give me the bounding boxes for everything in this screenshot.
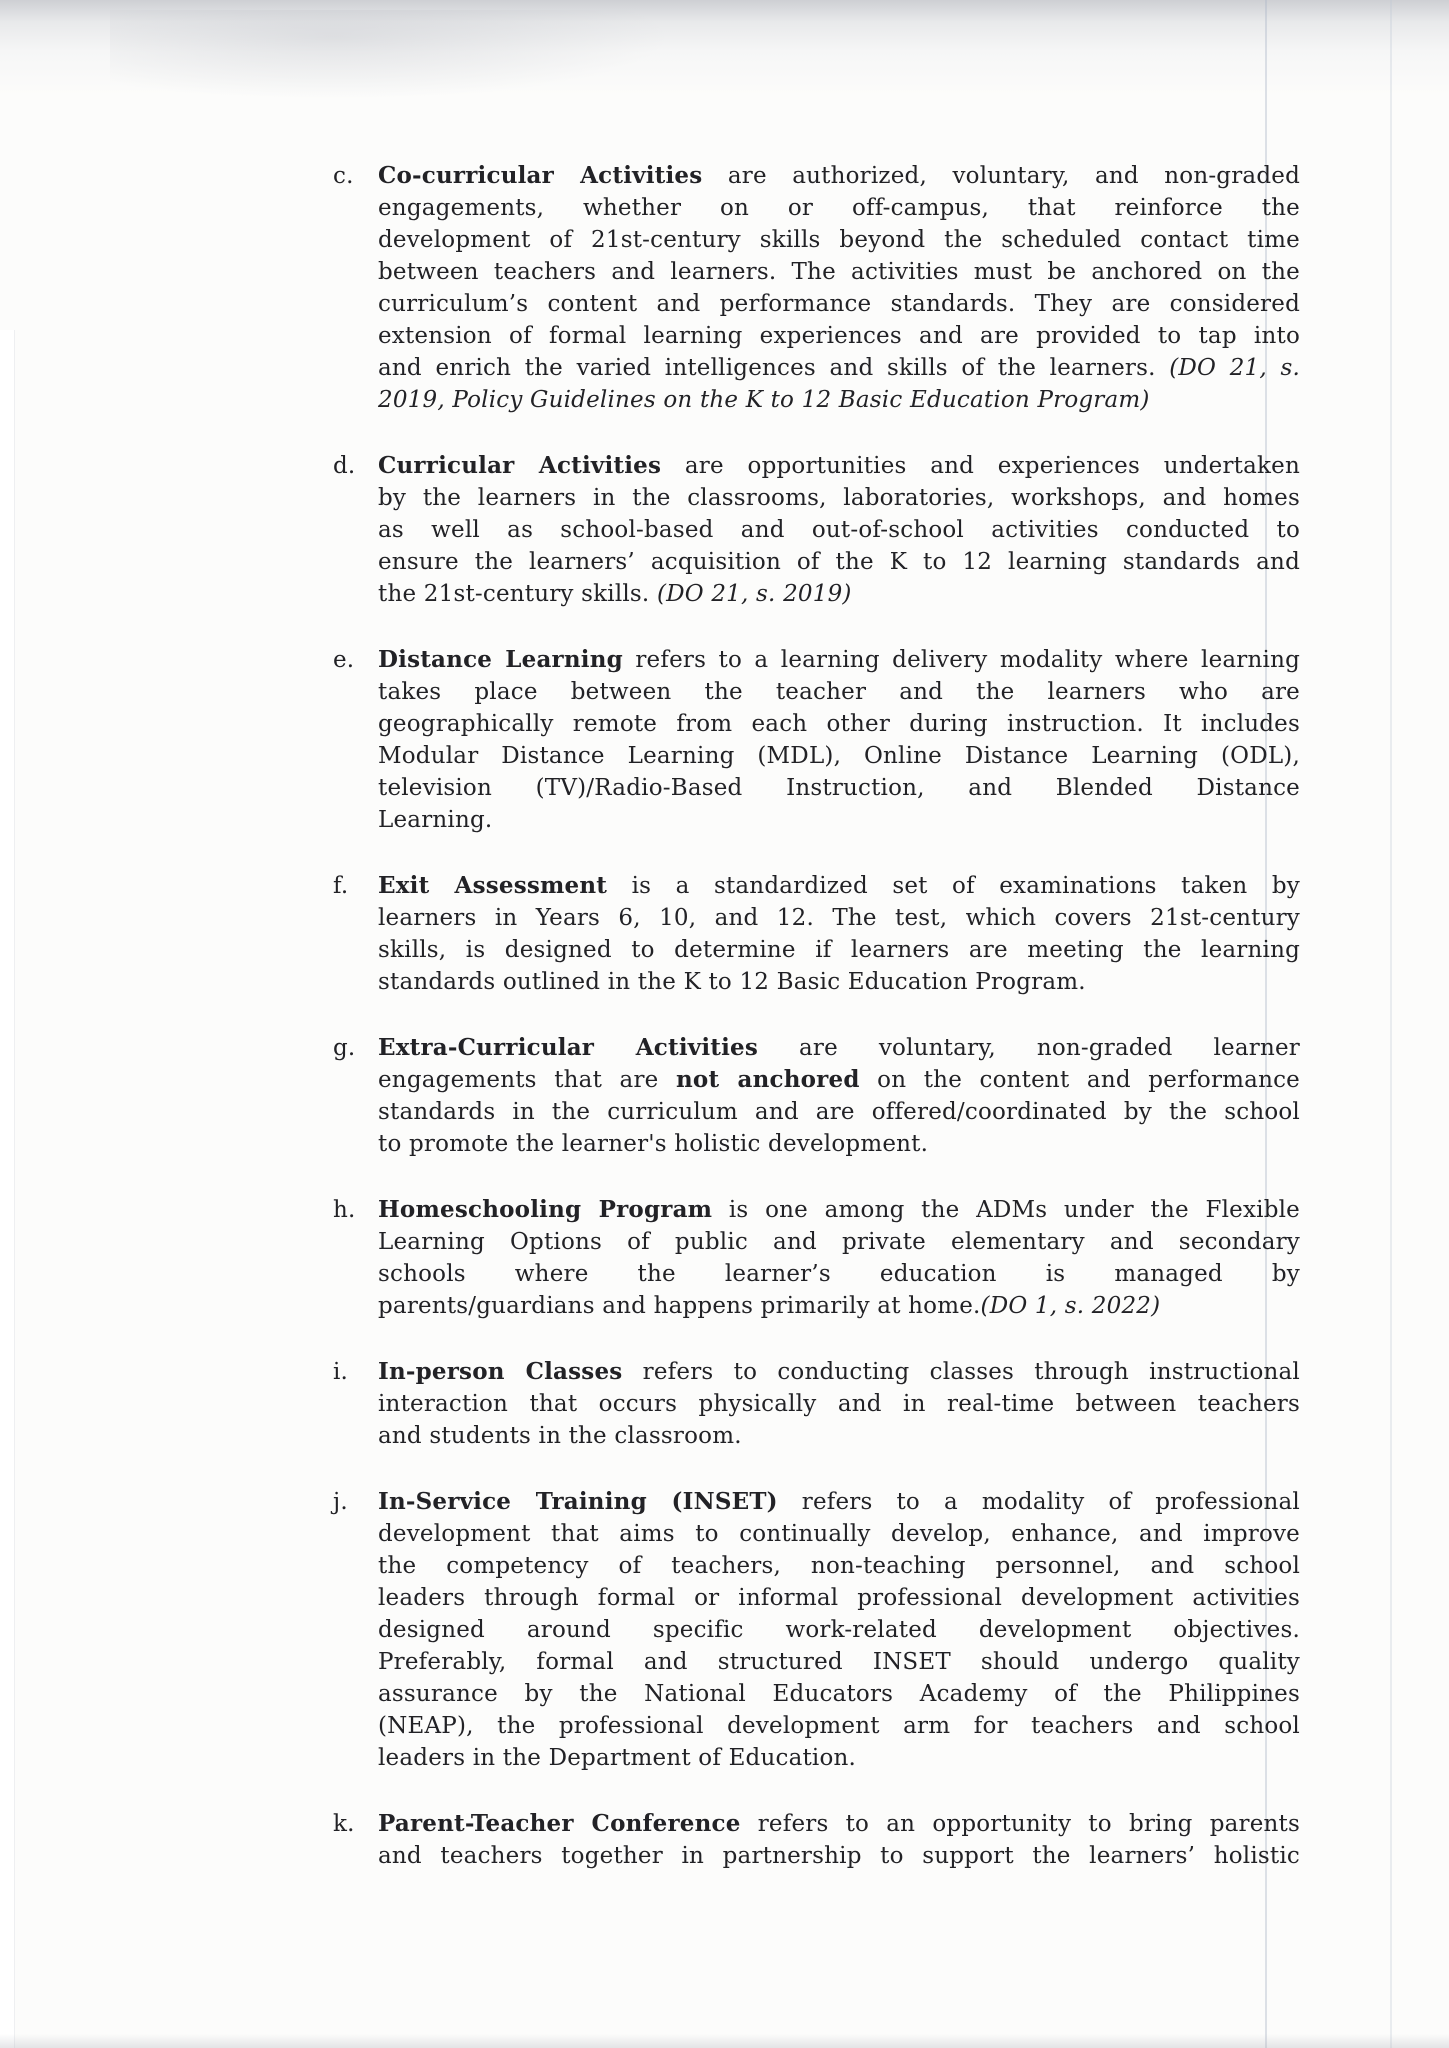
text-line	[378, 352, 1300, 384]
body-text: and enrich the varied intelligences and skills of the learners.	[378, 355, 1170, 381]
body-text: as well as school-based and out-of-school activities conducted to	[378, 517, 1300, 543]
item-text	[378, 1356, 1300, 1452]
text-line	[378, 192, 1300, 224]
text-line	[378, 224, 1300, 256]
definition-item	[333, 450, 1300, 610]
text-line	[378, 870, 1300, 902]
item-text	[378, 1808, 1300, 1872]
body-text: the 21st-century skills.	[378, 581, 657, 607]
item-letter: d.	[333, 453, 356, 479]
body-text: Learning Options of public and private elementary and secondary	[378, 1229, 1300, 1255]
text-line	[378, 1064, 1300, 1096]
body-text: standards outlined in the K to 12 Basic Education Program.	[378, 969, 1086, 995]
text-line	[378, 256, 1300, 288]
item-letter: k.	[333, 1811, 355, 1837]
term-bold: Parent-Teacher Conference	[378, 1810, 741, 1837]
item-letter: e.	[333, 647, 355, 673]
body-text: curriculum’s content and performance standards. They are considered	[378, 291, 1300, 317]
citation-italic: 2019, Policy Guidelines on the K to 12 Basic Education Program)	[378, 387, 1150, 413]
text-line	[378, 1128, 1300, 1160]
item-text	[378, 1486, 1300, 1774]
body-text: by the learners in the classrooms, laboratories, workshops, and homes	[378, 485, 1300, 511]
citation-italic: (DO 1, s. 2022)	[980, 1293, 1161, 1319]
body-text: engagements, whether on or off-campus, that reinforce the	[378, 195, 1300, 221]
item-text	[378, 1194, 1300, 1322]
text-line	[378, 676, 1300, 708]
definitions-list	[333, 160, 1300, 1906]
term-bold: In-Service Training (INSET)	[378, 1488, 778, 1515]
text-line	[378, 1226, 1300, 1258]
body-text: development that aims to continually develop, enhance, and improve	[378, 1521, 1300, 1547]
body-text: television (TV)/Radio-Based Instruction, and Blended Distance	[378, 775, 1300, 801]
item-text	[378, 644, 1300, 836]
body-text: leaders in the Department of Education.	[378, 1745, 857, 1771]
body-text: leaders through formal or informal professional development activities	[378, 1585, 1300, 1611]
definition-item	[333, 1486, 1300, 1774]
item-letter: c.	[333, 163, 354, 189]
body-text: skills, is designed to determine if learners are meeting the learning	[378, 937, 1300, 963]
body-text: are authorized, voluntary, and non-graded	[702, 163, 1300, 189]
text-line	[378, 384, 1300, 416]
item-text	[378, 450, 1300, 610]
body-text: refers to an opportunity to bring parents	[740, 1811, 1301, 1837]
body-text: are voluntary, non-graded learner	[758, 1035, 1300, 1061]
body-text: learners in Years 6, 10, and 12. The test, which covers 21st-century	[378, 905, 1300, 931]
text-line	[378, 1582, 1300, 1614]
body-text: the competency of teachers, non-teaching personnel, and school	[378, 1553, 1300, 1579]
body-text: assurance by the National Educators Academy of the Philippines	[378, 1681, 1300, 1707]
definition-item	[333, 1808, 1300, 1872]
text-line	[378, 1518, 1300, 1550]
body-text: between teachers and learners. The activities must be anchored on the	[378, 259, 1300, 285]
scan-artifact-vertical-line-2	[1390, 0, 1392, 2048]
term-bold: Extra-Curricular Activities	[378, 1034, 759, 1061]
body-text: to promote the learner's holistic development.	[378, 1131, 929, 1157]
text-line	[378, 578, 1300, 610]
definition-item	[333, 160, 1300, 416]
term-bold: not anchored	[675, 1066, 860, 1093]
text-line	[378, 160, 1300, 192]
definition-item	[333, 1356, 1300, 1452]
body-text: is a standardized set of examinations taken by	[607, 873, 1301, 899]
scan-shadow-bottom	[0, 2034, 1449, 2048]
text-line	[378, 1678, 1300, 1710]
term-bold: Homeschooling Program	[378, 1196, 713, 1223]
body-text: are opportunities and experiences undertaken	[661, 453, 1300, 479]
body-text: and teachers together in partnership to support the learners’ holistic	[378, 1843, 1300, 1869]
text-line	[378, 1356, 1300, 1388]
text-line	[378, 644, 1300, 676]
text-line	[378, 966, 1300, 998]
text-line	[378, 1258, 1300, 1290]
scan-page-left-edge	[0, 330, 15, 2048]
citation-italic: (DO 21, s.	[1169, 355, 1300, 381]
text-line	[378, 482, 1300, 514]
body-text: (NEAP), the professional development arm for teachers and school	[378, 1713, 1300, 1739]
text-line	[378, 1096, 1300, 1128]
text-line	[378, 1388, 1300, 1420]
item-letter: h.	[333, 1197, 356, 1223]
text-line	[378, 740, 1300, 772]
body-text: engagements that are	[378, 1067, 676, 1093]
body-text: standards in the curriculum and are offered/coordinated by the school	[378, 1099, 1300, 1125]
item-text	[378, 1032, 1300, 1160]
item-text	[378, 160, 1300, 416]
text-line	[378, 1646, 1300, 1678]
definition-item	[333, 870, 1300, 998]
body-text: refers to a modality of professional	[777, 1489, 1300, 1515]
text-line	[378, 772, 1300, 804]
body-text: interaction that occurs physically and in real-time between teachers	[378, 1391, 1300, 1417]
text-line	[378, 1550, 1300, 1582]
text-line	[378, 708, 1300, 740]
body-text: development of 21st-century skills beyond the scheduled contact time	[378, 227, 1300, 253]
body-text: is one among the ADMs under the Flexible	[712, 1197, 1300, 1223]
body-text: schools where the learner’s education is managed by	[378, 1261, 1300, 1287]
text-line	[378, 546, 1300, 578]
definition-item	[333, 1194, 1300, 1322]
text-line	[378, 902, 1300, 934]
body-text: geographically remote from each other during instruction. It includes	[378, 711, 1300, 737]
text-line	[378, 934, 1300, 966]
item-letter: g.	[333, 1035, 356, 1061]
text-line	[378, 1614, 1300, 1646]
body-text: on the content and performance	[859, 1067, 1300, 1093]
item-letter: i.	[333, 1359, 349, 1385]
citation-italic: (DO 21, s. 2019)	[656, 581, 852, 607]
text-line	[378, 1420, 1300, 1452]
definition-item	[333, 1032, 1300, 1160]
text-line	[378, 1290, 1300, 1322]
body-text: refers to a learning delivery modality where learning	[622, 647, 1301, 673]
text-line	[378, 1194, 1300, 1226]
body-text: Modular Distance Learning (MDL), Online Distance Learning (ODL),	[378, 743, 1300, 769]
definition-item	[333, 644, 1300, 836]
text-line	[378, 1742, 1300, 1774]
text-line	[378, 288, 1300, 320]
text-line	[378, 1840, 1300, 1872]
item-letter: j.	[333, 1489, 348, 1515]
text-line	[378, 450, 1300, 482]
body-text: Preferably, formal and structured INSET should undergo quality	[378, 1649, 1300, 1675]
body-text: and students in the classroom.	[378, 1423, 742, 1449]
scan-shadow-blob	[110, 10, 670, 100]
text-line	[378, 1486, 1300, 1518]
body-text: ensure the learners’ acquisition of the K to 12 learning standards and	[378, 549, 1300, 575]
body-text: Learning.	[378, 807, 493, 833]
text-line	[378, 1710, 1300, 1742]
item-letter: f.	[333, 873, 349, 899]
body-text: takes place between the teacher and the learners who are	[378, 679, 1300, 705]
text-line	[378, 1808, 1300, 1840]
text-line	[378, 804, 1300, 836]
term-bold: Co-curricular Activities	[378, 162, 703, 189]
body-text: refers to conducting classes through instructional	[622, 1359, 1300, 1385]
term-bold: In-person Classes	[378, 1358, 623, 1385]
term-bold: Distance Learning	[378, 646, 623, 673]
term-bold: Curricular Activities	[378, 452, 662, 479]
body-text: extension of formal learning experiences and are provided to tap into	[378, 323, 1300, 349]
text-line	[378, 320, 1300, 352]
term-bold: Exit Assessment	[378, 872, 608, 899]
text-line	[378, 1032, 1300, 1064]
body-text: parents/guardians and happens primarily at home.	[378, 1293, 981, 1319]
item-text	[378, 870, 1300, 998]
text-line	[378, 514, 1300, 546]
body-text: designed around specific work-related development objectives.	[378, 1617, 1300, 1643]
